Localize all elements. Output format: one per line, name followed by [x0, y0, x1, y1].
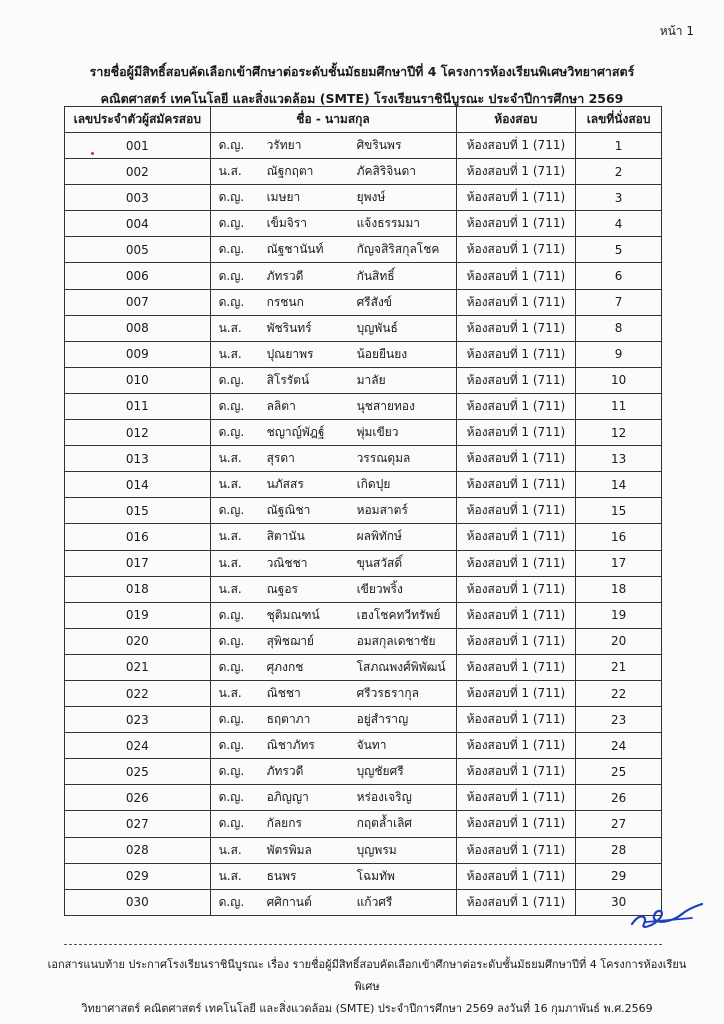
applicant-id: 014	[65, 472, 211, 498]
name-title: ด.ญ.	[218, 216, 245, 231]
applicant-id: 026	[65, 785, 211, 811]
full-name	[210, 524, 456, 550]
table-row	[65, 133, 662, 159]
seat-number: 17	[576, 550, 662, 576]
name-title: ด.ญ.	[218, 738, 245, 753]
last-name: มาลัย	[356, 372, 386, 387]
table-row	[65, 889, 662, 915]
applicant-id: 009	[65, 341, 211, 367]
full-name	[210, 785, 456, 811]
header-exam-room: ห้องสอบ	[456, 107, 576, 133]
exam-room: ห้องสอบที่ 1 (711)	[456, 602, 576, 628]
table-row	[65, 550, 662, 576]
full-name	[210, 393, 456, 419]
full-name	[210, 811, 456, 837]
table-row	[65, 393, 662, 419]
last-name: ยุพงษ์	[356, 190, 386, 205]
exam-room: ห้องสอบที่ 1 (711)	[456, 446, 576, 472]
name-title: ด.ญ.	[218, 398, 245, 413]
last-name: กัญจสิริสกุลโชค	[356, 242, 440, 257]
full-name	[210, 602, 456, 628]
seat-number: 21	[576, 654, 662, 680]
last-name: อยู่สำราญ	[356, 712, 409, 727]
exam-room: ห้องสอบที่ 1 (711)	[456, 185, 576, 211]
applicant-id: 008	[65, 315, 211, 341]
first-name: ลลิตา	[266, 398, 296, 413]
name-title: ด.ญ.	[218, 659, 245, 674]
applicant-id: 005	[65, 237, 211, 263]
last-name: นุชสายทอง	[356, 398, 415, 413]
last-name: กฤตล้ำเลิศ	[356, 816, 413, 831]
full-name	[210, 707, 456, 733]
applicant-id: 006	[65, 263, 211, 289]
table-row	[65, 211, 662, 237]
seat-number: 22	[576, 680, 662, 706]
exam-room: ห้องสอบที่ 1 (711)	[456, 680, 576, 706]
name-title: ด.ญ.	[218, 503, 245, 518]
first-name: ณัฐกฤตา	[266, 164, 314, 179]
full-name	[210, 289, 456, 315]
name-title: ด.ญ.	[218, 712, 245, 727]
table-row	[65, 733, 662, 759]
seat-number: 4	[576, 211, 662, 237]
seat-number: 14	[576, 472, 662, 498]
table-row	[65, 680, 662, 706]
full-name	[210, 889, 456, 915]
name-title: น.ส.	[218, 451, 242, 466]
last-name: พุ่มเขียว	[356, 425, 399, 440]
table-row	[65, 446, 662, 472]
first-name: ศศิกานต์	[266, 894, 312, 909]
footer-line-1: เอกสารแนบท้าย ประกาศโรงเรียนราชินีบูรณะ เรื่อง รายชื่อผู้มีสิทธิ์สอบคัดเลือกเข้าศึกษาต่อระดับชั้นมัธยมศึกษาปีที่ 4 โครงการห้องเรียนพิเศษ	[47, 958, 687, 993]
full-name	[210, 133, 456, 159]
exam-room: ห้องสอบที่ 1 (711)	[456, 863, 576, 889]
name-title: น.ส.	[218, 346, 242, 361]
first-name: ธฤตาภา	[266, 712, 311, 727]
name-title: ด.ญ.	[218, 816, 245, 831]
seat-number: 24	[576, 733, 662, 759]
name-title: ด.ญ.	[218, 190, 245, 205]
last-name: ผลพิทักษ์	[356, 529, 402, 544]
seat-number: 25	[576, 759, 662, 785]
applicant-id: 030	[65, 889, 211, 915]
table-body	[65, 133, 662, 916]
document-title	[20, 58, 704, 112]
exam-room: ห้องสอบที่ 1 (711)	[456, 289, 576, 315]
exam-room: ห้องสอบที่ 1 (711)	[456, 759, 576, 785]
seat-number: 13	[576, 446, 662, 472]
table-row	[65, 628, 662, 654]
first-name: อภิญญา	[266, 790, 309, 805]
table-row	[65, 602, 662, 628]
name-title: ด.ญ.	[218, 242, 245, 257]
full-name	[210, 315, 456, 341]
seat-number: 23	[576, 707, 662, 733]
seat-number: 29	[576, 863, 662, 889]
exam-room: ห้องสอบที่ 1 (711)	[456, 707, 576, 733]
last-name: บุญพันธ์	[356, 320, 398, 335]
exam-room: ห้องสอบที่ 1 (711)	[456, 420, 576, 446]
table-row	[65, 785, 662, 811]
seat-number: 15	[576, 498, 662, 524]
table-row	[65, 315, 662, 341]
exam-room: ห้องสอบที่ 1 (711)	[456, 785, 576, 811]
seat-number: 20	[576, 628, 662, 654]
last-name: ศรีสังข์	[356, 294, 393, 309]
full-name	[210, 733, 456, 759]
table-row	[65, 759, 662, 785]
footer-divider	[64, 944, 662, 945]
page-number: หน้า 1	[659, 24, 694, 38]
applicant-id: 027	[65, 811, 211, 837]
exam-room: ห้องสอบที่ 1 (711)	[456, 341, 576, 367]
first-name: ชุติมณฑน์	[266, 607, 320, 622]
last-name: หอมสาตร์	[356, 503, 408, 518]
first-name: สุรดา	[266, 451, 295, 466]
name-title: น.ส.	[218, 477, 242, 492]
name-title: ด.ญ.	[218, 764, 245, 779]
applicant-id: 029	[65, 863, 211, 889]
seat-number: 9	[576, 341, 662, 367]
exam-room: ห้องสอบที่ 1 (711)	[456, 367, 576, 393]
table-row	[65, 498, 662, 524]
exam-room: ห้องสอบที่ 1 (711)	[456, 211, 576, 237]
first-name: นภัสสร	[266, 477, 304, 492]
last-name: บุญชัยศรี	[356, 764, 404, 779]
applicant-id: 010	[65, 367, 211, 393]
first-name: เมษยา	[266, 190, 301, 205]
table-row	[65, 524, 662, 550]
applicant-id: 012	[65, 420, 211, 446]
full-name	[210, 211, 456, 237]
table-row	[65, 837, 662, 863]
seat-number: 11	[576, 393, 662, 419]
name-title: ด.ญ.	[218, 633, 245, 648]
last-name: บุญพรม	[356, 842, 397, 857]
table-row	[65, 576, 662, 602]
first-name: ณิชชา	[266, 686, 301, 701]
last-name: หร่องเจริญ	[356, 790, 412, 805]
name-title: ด.ญ.	[218, 138, 245, 153]
seat-number: 1	[576, 133, 662, 159]
table-row	[65, 341, 662, 367]
seat-number: 10	[576, 367, 662, 393]
title-line-1: รายชื่อผู้มีสิทธิ์สอบคัดเลือกเข้าศึกษาต่อระดับชั้นมัธยมศึกษาปีที่ 4 โครงการห้องเรียนพิเศษวิทยาศาสตร์	[89, 64, 635, 79]
applicant-id: 016	[65, 524, 211, 550]
seat-number: 16	[576, 524, 662, 550]
footer-line-2: วิทยาศาสตร์ คณิตศาสตร์ เทคโนโลยี และสิ่งแวดล้อม (SMTE) ประจำปีการศึกษา 2569 ลงวันที่ 16 กุมภาพันธ์ พ.ศ.2569	[81, 1002, 653, 1015]
applicant-id: 024	[65, 733, 211, 759]
applicant-id: 019	[65, 602, 211, 628]
header-applicant-id: เลขประจำตัวผู้สมัครสอบ	[65, 107, 211, 133]
seat-number: 19	[576, 602, 662, 628]
first-name: ธนพร	[266, 868, 297, 883]
table-row	[65, 159, 662, 185]
name-title: น.ส.	[218, 868, 242, 883]
seat-number: 28	[576, 837, 662, 863]
last-name: โสภณพงศ์พิพัฒน์	[356, 659, 446, 674]
exam-room: ห้องสอบที่ 1 (711)	[456, 889, 576, 915]
applicant-id: 013	[65, 446, 211, 472]
full-name	[210, 185, 456, 211]
table-row	[65, 654, 662, 680]
first-name: สิตานัน	[266, 529, 305, 544]
seat-number: 5	[576, 237, 662, 263]
name-title: น.ส.	[218, 842, 242, 857]
seat-number: 8	[576, 315, 662, 341]
name-title: ด.ญ.	[218, 425, 245, 440]
last-name: เขียวพริ้ง	[356, 581, 403, 596]
name-title: ด.ญ.	[218, 894, 245, 909]
seat-number: 3	[576, 185, 662, 211]
first-name: พัตรพิมล	[266, 842, 312, 857]
name-title: ด.ญ.	[218, 790, 245, 805]
exam-room: ห้องสอบที่ 1 (711)	[456, 498, 576, 524]
first-name: ณิชาภัทร	[266, 738, 315, 753]
last-name: ขุนสวัสดิ์	[356, 555, 403, 570]
applicant-id: 020	[65, 628, 211, 654]
name-title: น.ส.	[218, 581, 242, 596]
first-name: ณฐอร	[266, 581, 298, 596]
applicant-id: 015	[65, 498, 211, 524]
first-name: ภัทรวดี	[266, 268, 304, 283]
seat-number: 27	[576, 811, 662, 837]
name-title: น.ส.	[218, 164, 242, 179]
name-title: น.ส.	[218, 320, 242, 335]
table-row	[65, 420, 662, 446]
exam-room: ห้องสอบที่ 1 (711)	[456, 811, 576, 837]
first-name: ศุภงกช	[266, 659, 304, 674]
last-name: กันสิทธิ์	[356, 268, 395, 283]
applicant-id: 017	[65, 550, 211, 576]
table-row	[65, 811, 662, 837]
last-name: วรรณดุมล	[356, 451, 411, 466]
last-name: โฉมทัพ	[356, 868, 395, 883]
candidate-table	[64, 106, 662, 916]
full-name	[210, 341, 456, 367]
full-name	[210, 576, 456, 602]
applicant-id: 028	[65, 837, 211, 863]
full-name	[210, 420, 456, 446]
applicant-id: 018	[65, 576, 211, 602]
exam-room: ห้องสอบที่ 1 (711)	[456, 524, 576, 550]
exam-room: ห้องสอบที่ 1 (711)	[456, 628, 576, 654]
first-name: วรัทยา	[266, 138, 302, 153]
header-seat-number: เลขที่นั่งสอบ	[576, 107, 662, 133]
exam-room: ห้องสอบที่ 1 (711)	[456, 393, 576, 419]
full-name	[210, 759, 456, 785]
full-name	[210, 263, 456, 289]
full-name	[210, 498, 456, 524]
full-name	[210, 680, 456, 706]
exam-room: ห้องสอบที่ 1 (711)	[456, 237, 576, 263]
table-row	[65, 263, 662, 289]
full-name	[210, 472, 456, 498]
name-title: น.ส.	[218, 529, 242, 544]
full-name	[210, 837, 456, 863]
table-row	[65, 237, 662, 263]
exam-room: ห้องสอบที่ 1 (711)	[456, 133, 576, 159]
last-name: จันทา	[356, 738, 387, 753]
last-name: อมสกุลเดชาชัย	[356, 633, 436, 648]
first-name: กัลยกร	[266, 816, 302, 831]
name-title: น.ส.	[218, 555, 242, 570]
first-name: ภัทรวดี	[266, 764, 304, 779]
full-name	[210, 628, 456, 654]
exam-room: ห้องสอบที่ 1 (711)	[456, 576, 576, 602]
exam-room: ห้องสอบที่ 1 (711)	[456, 159, 576, 185]
seat-number: 7	[576, 289, 662, 315]
first-name: ณัฐณิชา	[266, 503, 311, 518]
last-name: ศิขรินพร	[356, 138, 402, 153]
table-row	[65, 472, 662, 498]
applicant-id: 004	[65, 211, 211, 237]
last-name: น้อยยืนยง	[356, 346, 408, 361]
table-row	[65, 707, 662, 733]
exam-room: ห้องสอบที่ 1 (711)	[456, 315, 576, 341]
exam-room: ห้องสอบที่ 1 (711)	[456, 733, 576, 759]
first-name: ณัฐชานันท์	[266, 242, 324, 257]
full-name	[210, 550, 456, 576]
first-name: วณิชชา	[266, 555, 308, 570]
signature	[626, 894, 706, 938]
table-row	[65, 367, 662, 393]
exam-room: ห้องสอบที่ 1 (711)	[456, 263, 576, 289]
first-name: เข็มจิรา	[266, 216, 307, 231]
seat-number: 2	[576, 159, 662, 185]
last-name: แก้วศรี	[356, 894, 393, 909]
full-name	[210, 367, 456, 393]
first-name: ชญาญ์พัฎฐ์	[266, 425, 325, 440]
last-name: เฮงโชคทวีทรัพย์	[356, 607, 441, 622]
applicant-id: 011	[65, 393, 211, 419]
applicant-id: 007	[65, 289, 211, 315]
applicant-id: 025	[65, 759, 211, 785]
last-name: ศรีวรธรากุล	[356, 686, 419, 701]
name-title: ด.ญ.	[218, 268, 245, 283]
full-name	[210, 446, 456, 472]
table-row	[65, 185, 662, 211]
footer-note	[40, 954, 694, 1020]
applicant-id: 022	[65, 680, 211, 706]
name-title: ด.ญ.	[218, 607, 245, 622]
exam-room: ห้องสอบที่ 1 (711)	[456, 472, 576, 498]
seat-number: 18	[576, 576, 662, 602]
full-name	[210, 159, 456, 185]
header-full-name: ชื่อ - นามสกุล	[210, 107, 456, 133]
first-name: พัชรินทร์	[266, 320, 312, 335]
name-title: น.ส.	[218, 686, 242, 701]
exam-room: ห้องสอบที่ 1 (711)	[456, 837, 576, 863]
first-name: ปุณยาพร	[266, 346, 314, 361]
seat-number: 26	[576, 785, 662, 811]
name-title: ด.ญ.	[218, 372, 245, 387]
table-row	[65, 863, 662, 889]
exam-room: ห้องสอบที่ 1 (711)	[456, 550, 576, 576]
title-line-2: คณิตศาสตร์ เทคโนโลยี และสิ่งแวดล้อม (SMTE) โรงเรียนราชินีบูรณะ ประจำปีการศึกษา 2569	[100, 91, 624, 106]
seat-number: 12	[576, 420, 662, 446]
last-name: แจ้งธรรมมา	[356, 216, 420, 231]
full-name	[210, 654, 456, 680]
first-name: สิโรรัตน์	[266, 372, 310, 387]
applicant-id: 021	[65, 654, 211, 680]
seat-number: 30	[576, 889, 662, 915]
exam-room: ห้องสอบที่ 1 (711)	[456, 654, 576, 680]
applicant-id: 001	[65, 133, 211, 159]
last-name: เกิดปุย	[356, 477, 391, 492]
table-header-row	[65, 107, 662, 133]
seat-number: 6	[576, 263, 662, 289]
full-name	[210, 863, 456, 889]
applicant-id: 002	[65, 159, 211, 185]
full-name	[210, 237, 456, 263]
table-row	[65, 289, 662, 315]
name-title: ด.ญ.	[218, 294, 245, 309]
applicant-id: 003	[65, 185, 211, 211]
applicant-id: 023	[65, 707, 211, 733]
first-name: สุพิชฌาย์	[266, 633, 314, 648]
last-name: ภัคสิริจินดา	[356, 164, 417, 179]
first-name: กรชนก	[266, 294, 304, 309]
